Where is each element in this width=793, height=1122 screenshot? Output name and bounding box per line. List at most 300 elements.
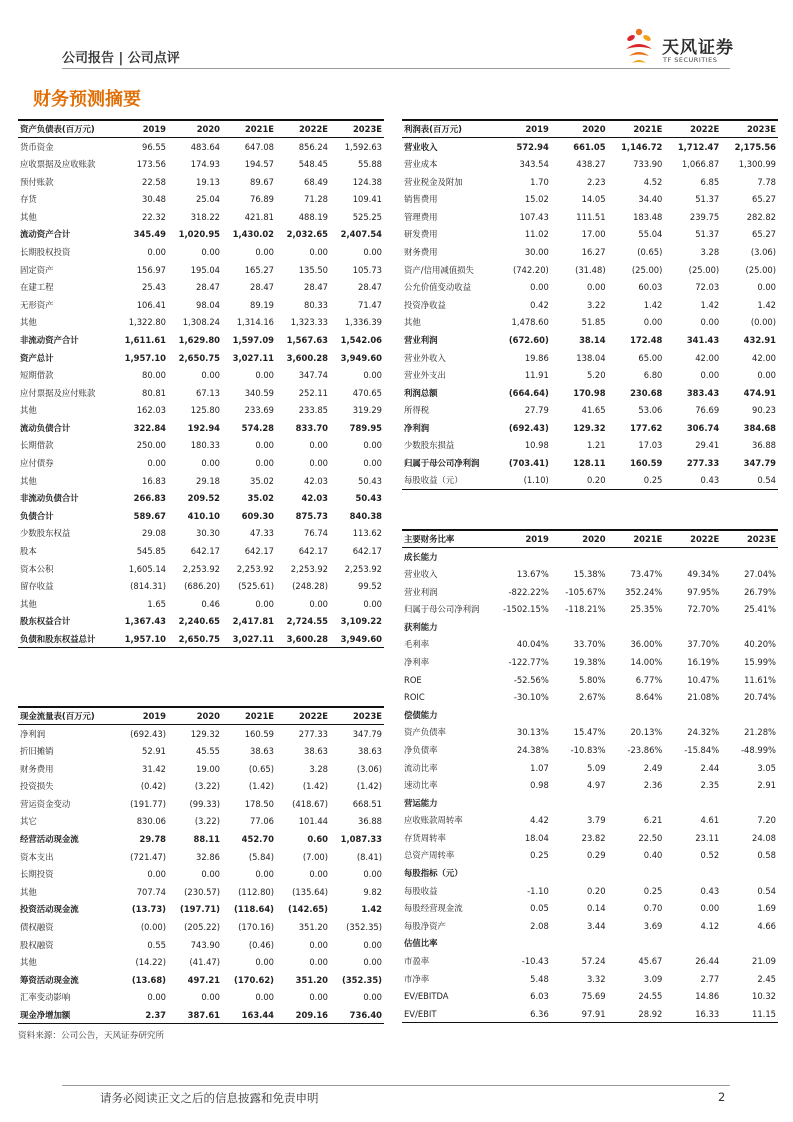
cell-value: 1.42 [700,299,720,310]
cell-value: 17.00 [581,229,606,240]
cell-value: 72.70% [687,604,720,615]
table-row [402,952,778,970]
cell-value: 4.12 [700,920,720,931]
cell-value: (1.10) [494,472,551,490]
cell-value: 0.00 [255,458,274,469]
cell-value: (99.33) [189,798,220,809]
cell-value: 0.00 [586,282,606,293]
cell-value: 0.43 [700,885,720,896]
cell-value: (197.71) [180,904,220,915]
report-type-label: 公司报告 | 公司点评 [62,51,180,66]
cell-value: 10.47% [687,674,720,685]
cell-value: 1,367.43 [124,616,166,627]
cell-value: (170.16) [238,921,274,932]
cell-value: 0.00 [255,992,274,1003]
cell-value: 19.38% [573,656,606,667]
cell-value: 351.20 [295,974,328,985]
table-row [402,653,778,671]
cell-value [664,618,721,636]
row-label: 每股收益（元） [402,472,494,490]
cell-value: 209.16 [276,1006,330,1024]
cell-value: 7.78 [757,176,776,187]
cell-value: 29.18 [196,475,220,486]
row-label: 应收账款周转率 [404,815,463,826]
cell-value: 162.03 [136,405,166,416]
row-label: 营业利润 [404,586,438,597]
cell-value: 452.70 [241,833,274,844]
cell-value: 24.08 [752,832,776,843]
cell-value: 2,650.75 [168,630,222,648]
cell-value: 0.25 [643,885,663,896]
cell-value: 47.33 [250,528,274,539]
cell-value: 1,957.10 [114,630,168,648]
section-row [402,794,778,812]
cell-value: 29.08 [142,528,166,539]
cell-value: 340.59 [244,387,274,398]
cell-value: 42.03 [301,493,328,504]
table-row [18,848,384,866]
cell-value [494,618,551,636]
cell-value: 20.74% [744,692,776,703]
cell-value: 1,597.09 [232,334,274,345]
cell-value: 19.00 [196,763,220,774]
cell-value: 609.30 [241,510,274,521]
cell-value: 106.41 [136,299,166,310]
cell-value [551,706,608,724]
cell-value: 6.77% [635,674,663,685]
year-header: 2022E [664,120,721,138]
row-label: 应付债券 [20,458,54,469]
cell-value: 30.48 [142,194,166,205]
cell-value [494,548,551,566]
year-header: 2020 [551,120,608,138]
cell-value: 21.28% [744,727,776,738]
cell-value: 0.14 [586,903,606,914]
cell-value: 88.11 [193,833,220,844]
cell-value: 51.85 [581,317,606,328]
cell-value: 1.42 [757,299,776,310]
cell-value: 31.42 [142,763,166,774]
table-title: 主要财务比率 [402,530,494,548]
cell-value: -1502.15% [503,604,549,615]
cell-value: 0.00 [147,246,166,257]
cell-value: 9.82 [363,886,382,897]
cell-value: 351.20 [298,921,328,932]
cell-value: (13.73) [131,904,166,915]
cell-value: 0.00 [255,440,274,451]
cell-value: 0.00 [309,869,328,880]
cell-value: 474.91 [743,387,776,398]
cell-value: 4.42 [530,815,549,826]
cell-value: 0.58 [757,850,776,861]
row-label: 归属于母公司净利润 [404,458,480,469]
table-row [402,970,778,988]
cell-value: (205.22) [184,921,220,932]
cell-value: -48.99% [741,744,776,755]
cell-value: (25.00) [745,264,776,275]
row-label: 速动比率 [404,780,438,791]
cell-value: 0.00 [147,992,166,1003]
cell-value: 0.00 [309,246,328,257]
table-row [18,296,384,314]
cell-value: 0.00 [363,440,382,451]
section-row [402,864,778,882]
cell-value: 0.00 [309,939,328,950]
cell-value: 0.29 [586,850,606,861]
cell-value: (0.46) [248,939,274,950]
row-label: 财务费用 [20,763,54,774]
row-label: 存货 [20,194,37,205]
row-label: 流动比率 [404,762,438,773]
table-row [18,138,384,156]
cell-value: 1,567.63 [286,334,328,345]
row-label: 其他 [404,317,421,328]
cell-value: 15.47% [573,727,606,738]
cell-value: 3.79 [586,815,606,826]
cell-value: 1,542.06 [340,334,382,345]
cell-value: 89.67 [250,176,274,187]
year-header: 2021E [608,120,665,138]
table-row [18,155,384,173]
table-row [402,741,778,759]
cell-value: 736.40 [330,1006,384,1024]
cell-value: 0.00 [201,246,220,257]
cell-value: 30.00 [524,246,549,257]
data-source-note: 资料来源：公司公告，天风证券研究所 [18,1031,165,1041]
cell-value: 733.90 [633,158,663,169]
table-row [18,760,384,778]
cell-value: 55.88 [358,158,382,169]
cell-value: -10.83% [570,744,606,755]
cell-value: 195.04 [190,264,220,275]
cell-value: 135.50 [298,264,328,275]
cell-value: 177.62 [630,422,663,433]
cell-value: 341.43 [686,334,720,345]
cell-value: 50.43 [358,475,382,486]
cell-value: 0.00 [201,458,220,469]
cell-value: 833.70 [295,422,328,433]
cell-value [608,864,665,882]
logo-name-en: TF SECURITIES [663,56,718,64]
year-header: 2019 [494,530,551,548]
cell-value: 128.11 [573,458,606,469]
table-row [18,366,384,384]
cell-value [608,618,665,636]
cell-value: 170.98 [573,387,606,398]
cell-value: 10.32 [752,991,776,1002]
row-label: ROIC [404,692,425,703]
cell-value: 470.65 [352,387,382,398]
row-label: 汇率变动影响 [20,992,71,1003]
cell-value: -52.56% [513,674,549,685]
row-label: 营业税金及附加 [404,176,463,187]
table-row [18,173,384,191]
table-row [18,865,384,883]
cell-value: 2.67% [578,692,606,703]
page-number: 2 [718,1090,726,1104]
cell-value: 0.00 [363,939,382,950]
cell-value: (721.47) [130,851,166,862]
cell-value: -822.22% [508,586,549,597]
cell-value: 384.68 [743,422,776,433]
row-label: 少数股东损益 [404,440,455,451]
cell-value: (135.64) [292,886,328,897]
cell-value: 124.38 [352,176,382,187]
row-label: EV/EBIT [402,1005,494,1023]
financial-ratios-table [402,529,778,1023]
year-header: 2022E [276,120,330,138]
cell-value: (742.20) [512,264,549,275]
cell-value: 71.47 [358,299,382,310]
cell-value: 97.91 [551,1005,608,1023]
cell-value: 60.03 [638,282,663,293]
cell-value: 318.22 [190,211,220,222]
cell-value: 647.08 [244,141,274,152]
cell-value: (13.68) [131,974,166,985]
cell-value: 51.37 [695,229,720,240]
cell-value: 40.20% [744,639,776,650]
year-header: 2019 [494,120,551,138]
cell-value: 642.17 [298,546,328,557]
cell-value: 11.15 [721,1005,778,1023]
cell-value: 0.00 [363,598,382,609]
cell-value: 11.61% [744,674,776,685]
cell-value: 3.32 [586,973,606,984]
cell-value: 0.70 [643,903,663,914]
cell-value: 2,240.65 [178,616,220,627]
cell-value: 0.25 [608,472,665,490]
row-label: 其他 [20,598,37,609]
cell-value: 35.02 [247,493,274,504]
row-label: 公允价值变动收益 [404,282,471,293]
table-row [402,261,778,279]
cell-value [494,706,551,724]
cell-value: (118.64) [234,904,274,915]
row-label: 财务费用 [404,246,438,257]
cell-value: (1.42) [302,781,328,792]
table-row [18,901,384,919]
cell-value: 2,724.55 [286,616,328,627]
cell-value: 0.00 [530,282,549,293]
cell-value [664,706,721,724]
table-row [402,402,778,420]
cell-value: 432.91 [743,334,776,345]
cell-value: 23.11 [695,832,720,843]
table-row [18,577,384,595]
table-row [18,437,384,455]
cell-value: 2.44 [700,762,720,773]
table-row [18,813,384,831]
row-label: 固定资产 [20,264,54,275]
cell-value: 19.13 [196,176,220,187]
cell-value: 421.81 [244,211,274,222]
cell-value: 352.24% [625,586,663,597]
row-label: 营业外支出 [404,370,446,381]
row-label: 营运资金变动 [20,798,71,809]
cell-value: 1.42 [643,299,663,310]
cell-value: 1,478.60 [511,317,549,328]
cell-value: 0.00 [309,992,328,1003]
cell-value: (814.31) [130,581,166,592]
cell-value: 2,650.75 [178,352,220,363]
cell-value: 22.50 [638,832,663,843]
cell-value: 0.42 [530,299,549,310]
cell-value: 0.55 [147,939,166,950]
cell-value: 38.63 [304,745,328,756]
cell-value: 2.23 [586,176,606,187]
cell-value: 28.47 [304,282,328,293]
row-label: 营业利润 [404,334,438,345]
cell-value: (0.65) [637,246,663,257]
cell-value: 875.73 [295,510,328,521]
row-label: 偿债能力 [404,709,438,720]
cell-value: 2.36 [643,780,663,791]
row-label: 负债合计 [20,510,54,521]
cell-value: 10.98 [524,440,549,451]
cell-value: 34.40 [638,194,663,205]
cell-value: (3.06) [750,246,776,257]
table-row [402,419,778,437]
table-row [402,1005,778,1023]
cell-value: 0.00 [363,370,382,381]
cell-value: 25.41% [744,604,776,615]
cell-value [551,548,608,566]
cell-value [494,935,551,953]
cell-value: 111.51 [576,211,606,222]
cell-value: (0.65) [248,763,274,774]
table-row [18,630,384,648]
cell-value: 1.42 [361,904,382,915]
table-title: 资产负债表(百万元) [18,120,114,138]
cell-value: 6.03 [530,991,549,1002]
cell-value: 0.00 [147,458,166,469]
cell-value: 282.82 [746,211,776,222]
cell-value: 0.00 [309,440,328,451]
cell-value: 72.03 [695,282,720,293]
row-label: 所得税 [404,405,430,416]
row-label: 非流动资产合计 [20,334,79,345]
cell-value: 21.08% [687,692,720,703]
cell-value: 2.49 [643,762,663,773]
table-row [402,636,778,654]
cell-value: 0.00 [201,869,220,880]
logo-mark-icon [622,25,656,69]
table-row [402,314,778,332]
table-row [18,795,384,813]
row-label: 债权融资 [20,921,54,932]
table-header-row [18,707,384,725]
table-row [18,454,384,472]
cell-value: 1,336.39 [344,317,382,328]
cell-value: (31.48) [575,264,606,275]
cell-value: 1.65 [147,598,166,609]
cash-flow-table [18,706,384,1024]
cell-value: 36.88 [752,440,776,451]
table-row [402,366,778,384]
cell-value: 65.27 [752,194,776,205]
cell-value: 5.48 [530,973,549,984]
row-label: 折旧摊销 [20,745,54,756]
table-row [402,173,778,191]
table-row [402,847,778,865]
cell-value: 165.27 [244,264,274,275]
cell-value: 89.19 [250,299,274,310]
cell-value: 0.00 [757,282,776,293]
cell-value: 53.06 [638,405,663,416]
row-label: 成长能力 [404,551,438,562]
cell-value: (0.42) [140,781,166,792]
cell-value: 76.69 [695,405,720,416]
cell-value: (1.42) [356,781,382,792]
cell-value: 0.00 [255,598,274,609]
row-label: 应收票据及应收账款 [20,158,96,169]
cell-value: 0.00 [643,317,663,328]
cell-value: 4.97 [586,780,606,791]
cell-value: 252.11 [298,387,328,398]
row-label: 长期股权投资 [20,246,71,257]
cell-value: 0.00 [255,957,274,968]
cell-value: 0.40 [643,850,663,861]
cell-value: 743.90 [190,939,220,950]
year-header: 2023E [721,530,778,548]
year-header: 2019 [114,120,168,138]
cell-value: 51.37 [695,194,720,205]
cell-value: 483.64 [190,141,220,152]
cell-value [608,706,665,724]
company-logo [622,25,742,69]
cell-value: 32.86 [196,851,220,862]
row-label: 股东权益合计 [20,616,71,627]
cell-value: 6.36 [494,1005,551,1023]
cell-value: 2,175.56 [734,141,776,152]
cell-value: 347.74 [298,370,328,381]
row-label: 营业外收入 [404,352,446,363]
cell-value: 45.67 [638,956,663,967]
table-row [402,583,778,601]
table-row [402,899,778,917]
cell-value: 24.38% [516,744,549,755]
cell-value [721,548,778,566]
cell-value: 80.00 [142,370,166,381]
cell-value: 1,300.99 [738,158,776,169]
cell-value: 33.70% [573,639,606,650]
table-row [18,402,384,420]
cell-value: 1,323.33 [290,317,328,328]
page-title: 财务预测摘要 [33,89,141,110]
row-label: 净负债率 [404,744,438,755]
cell-value: 2,253.92 [344,563,382,574]
table-row [18,472,384,490]
year-header: 2020 [551,530,608,548]
cell-value: 194.57 [244,158,274,169]
cell-value: 0.00 [309,458,328,469]
table-row [402,917,778,935]
table-row [18,1006,384,1024]
cell-value: 545.85 [136,546,166,557]
row-label: 流动资产合计 [20,229,71,240]
table-row [18,883,384,901]
cell-value: 1,592.63 [344,141,382,152]
row-label: 留存收益 [20,581,54,592]
cell-value: 42.00 [752,352,776,363]
cell-value: 0.00 [363,957,382,968]
row-label: 资本公积 [20,563,54,574]
cell-value: 97.95% [687,586,720,597]
cell-value: 345.49 [133,229,166,240]
cell-value: 38.63 [250,745,274,756]
cell-value: 38.63 [358,745,382,756]
cell-value: 856.24 [298,141,328,152]
